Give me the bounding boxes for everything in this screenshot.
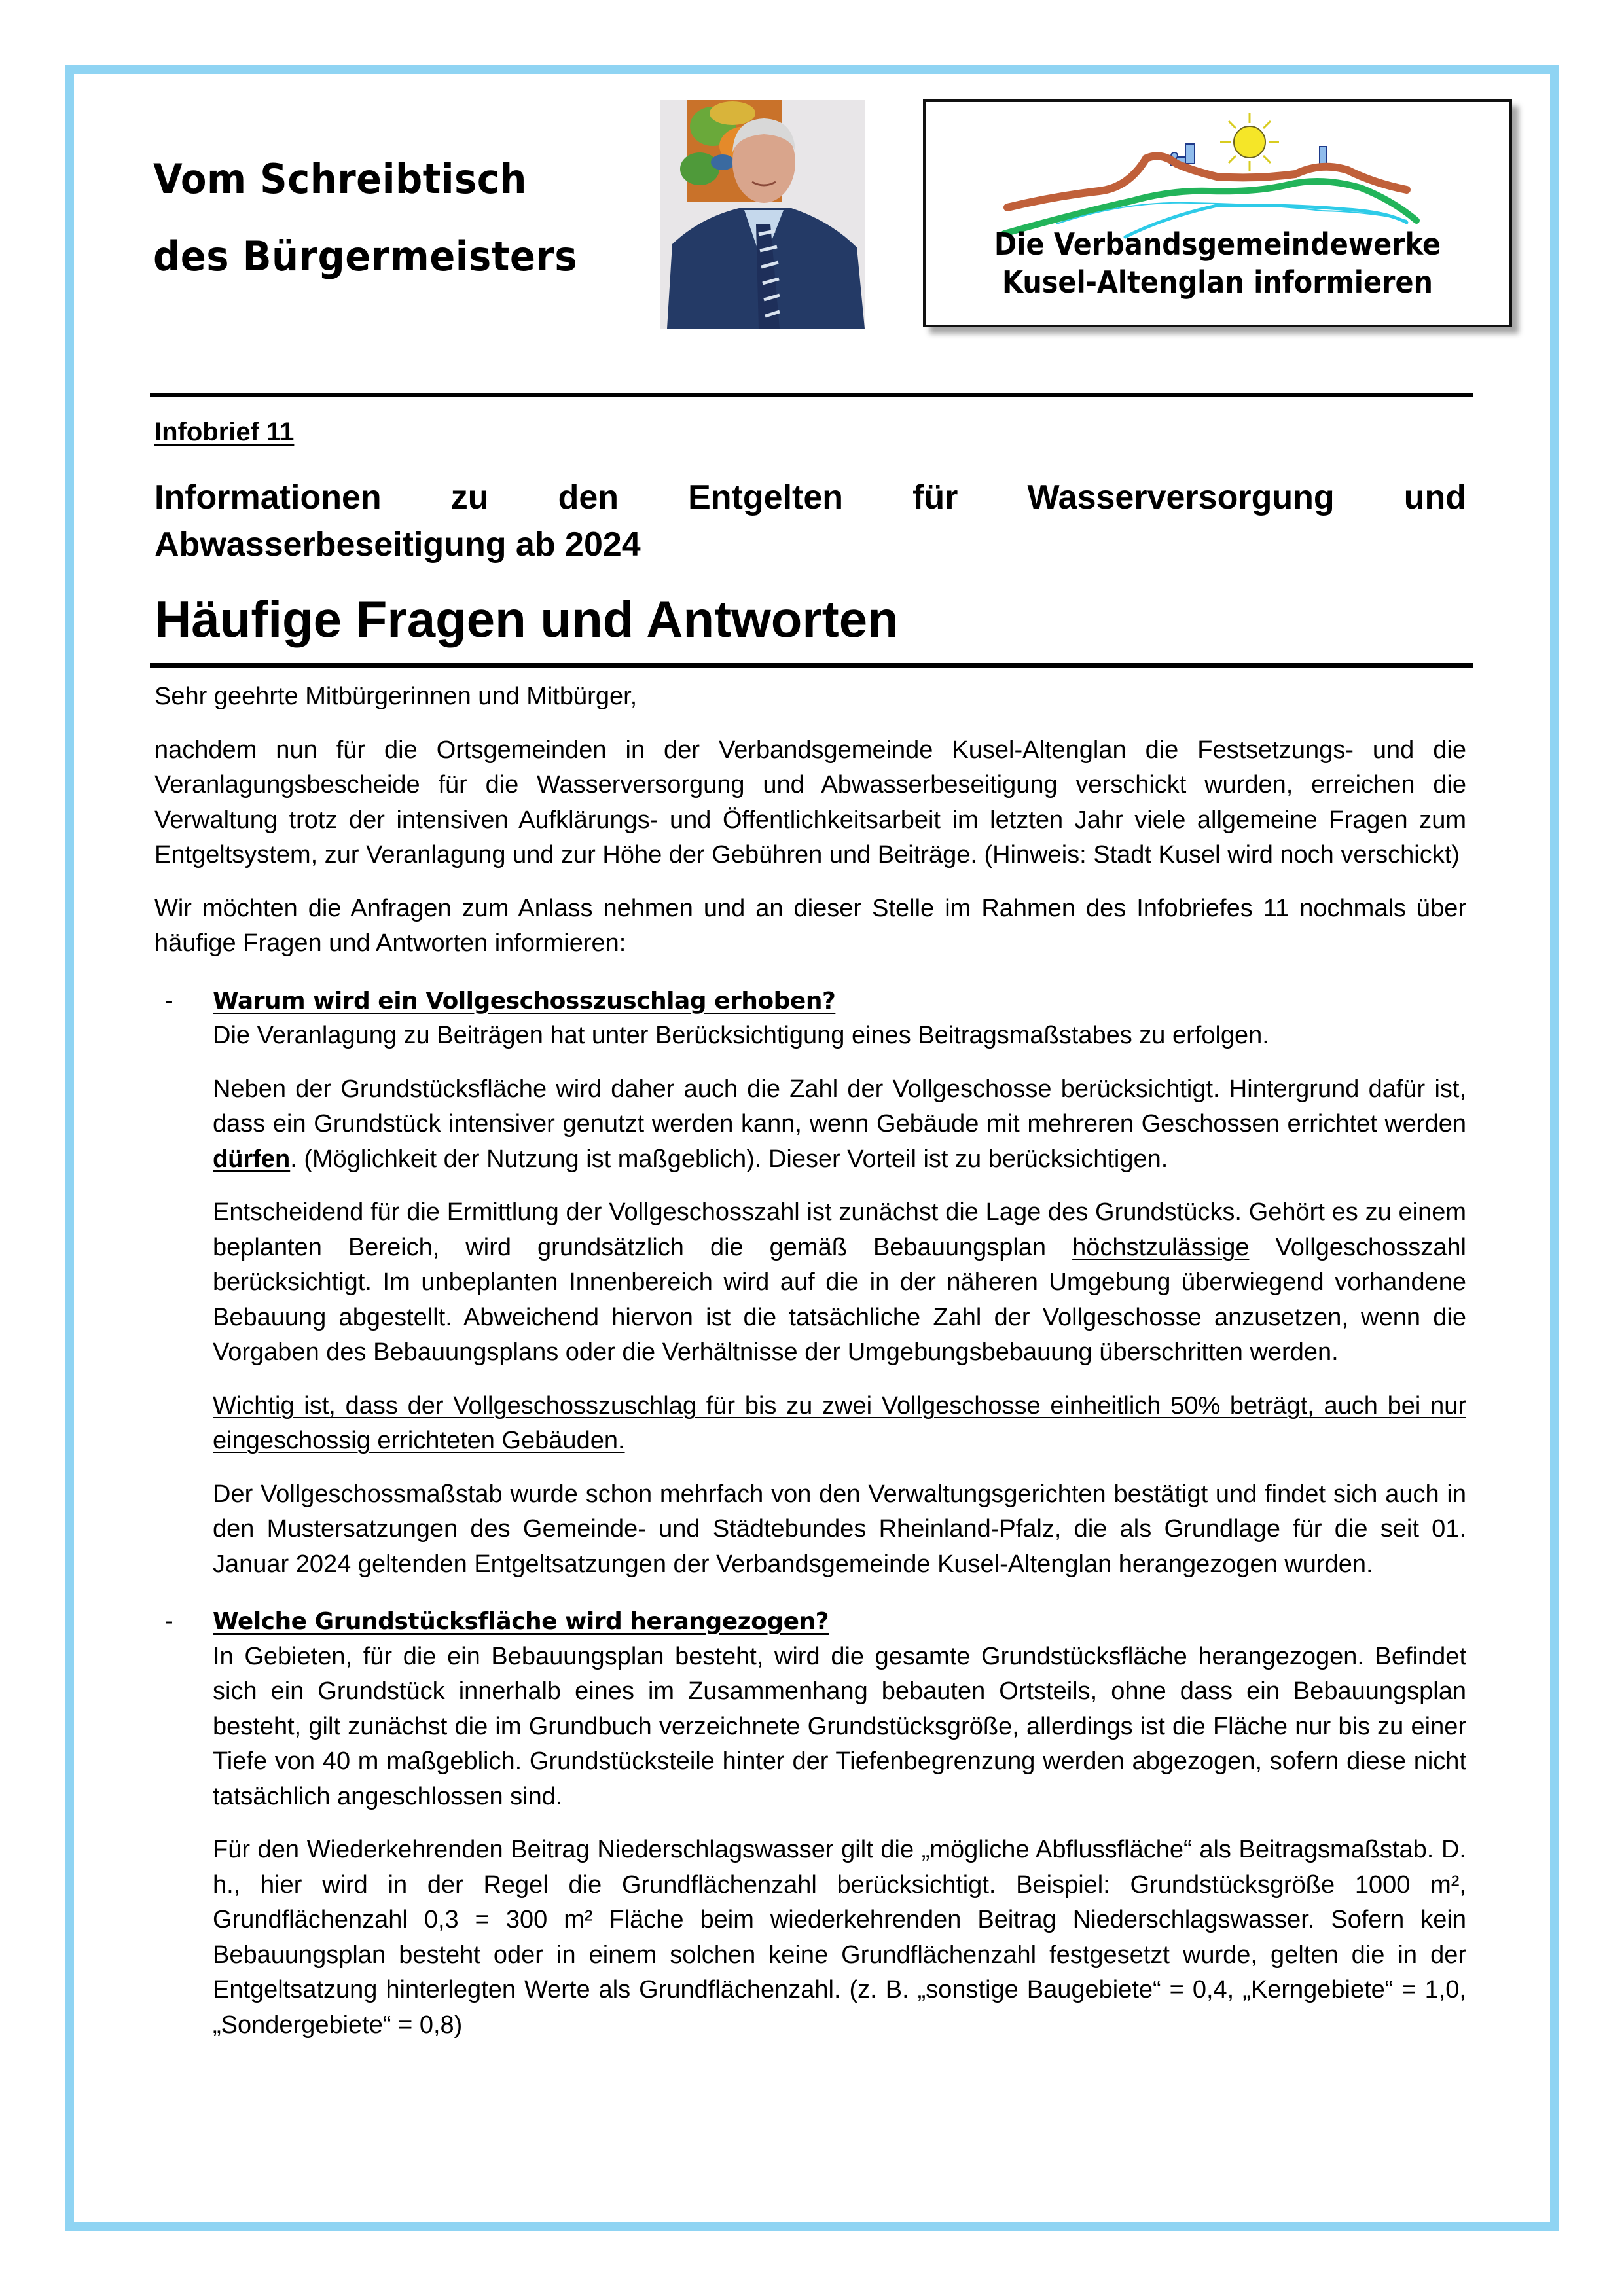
mayor-photo: [660, 100, 865, 329]
logo-text: [955, 225, 1481, 301]
masthead-title-line2: des Bürgermeisters: [153, 232, 578, 280]
document-body: [154, 412, 1466, 2043]
masthead-title-line1: Vom Schreibtisch: [153, 155, 527, 203]
list-dash: -: [165, 1607, 173, 1635]
faq-question: Warum wird ein Vollgeschosszuschlag erhoben?: [213, 987, 836, 1014]
page-title: Häufige Fragen und Antworten: [154, 590, 899, 648]
infobrief-label: Infobrief 11: [154, 418, 295, 446]
mayor-photo-illustration: [660, 100, 865, 329]
logo-text-line2: Kusel-Altenglan informieren: [1001, 264, 1434, 300]
sun-icon: [1220, 113, 1279, 171]
faq-answer-paragraph: Der Vollgeschossmaßstab wurde schon mehrfach von den Verwaltungsgerichten bestätigt und findet sich auch in den Mustersatzungen des Gemeinde- und Städtebundes Rheinland-Pfalz, die als Grundlage für die seit 01. Januar 2024 geltenden Entgeltsatzungen der Verbandsgemeinde Kusel-Altenglan herangezogen wurden.: [213, 1480, 1466, 1578]
landscape-sun-icon: [994, 106, 1446, 243]
faq-item: [154, 1604, 1466, 2043]
faq-answer-paragraph: Für den Wiederkehrenden Beitrag Niederschlagswasser gilt die „mögliche Abflussfläche“ als Beitragsmaßstab. D. h., hier wird in der Regel die Grundflächenzahl berücksichtigt. Beispiel: Grundstücksgröße 1000 m², Grundflächenzahl 0,3 = 300 m² Fläche beim wiederkehrenden Beitrag Niederschlagswasser. Sofern kein Bebauungsplan besteht oder in einem solchen keine Grundflächenzahl festgesetzt wurde, gelten die in der Entgeltsatzung hinterlegten Werte als Grundflächenzahl. (z. B. „sonstige Baugebiete“ = 0,4, „Kerngebiete“ = 1,0, „Sondergebiete“ = 0,8): [213, 1836, 1466, 2039]
subject-heading: Informationen zu den Entgelten für Wasserversorgung und Abwasserbeseitigung ab 2024: [154, 478, 1466, 564]
faq-answer-lead: In Gebieten, für die ein Bebauungsplan besteht, wird die gesamte Grundstücksfläche herangezogen. Befindet sich ein Grundstück innerhalb eines im Zusammenhang bebauten Ortsteils, ohne dass ein Bebauungsplan besteht, gilt zunächst die im Grundbuch verzeichnete Grundstücksgröße, allerdings ist die Fläche nur bis zu einer Tiefe von 40 m maßgeblich. Grundstücksteile hinter der Tiefenbegrenzung werden abgezogen, sofern diese nicht tatsächlich angeschlossen sind.: [213, 1642, 1466, 1810]
intro-paragraph-2: Wir möchten die Anfragen zum Anlass nehmen und an dieser Stelle im Rahmen des Infobriefes 11 nochmals über häufige Fragen und Antworten informieren:: [154, 894, 1466, 957]
text-run: Entscheidend für die Ermittlung der Vollgeschosszahl ist zunächst die Lage des Grundstücks. Gehört es zu einem beplanten Bereich, wird grundsätzlich die gemäß Bebauungsplan: [213, 1198, 1466, 1261]
werke-logo: [923, 99, 1512, 327]
text-run: . (Möglichkeit der Nutzung ist maßgeblich). Dieser Vorteil ist zu berücksichtigen.: [290, 1145, 1168, 1173]
logo-text-line1: Die Verbandsgemeindewerke: [994, 226, 1441, 262]
top-rule: [150, 393, 1473, 397]
faq-item: [154, 984, 1466, 1583]
text-run: Vollgeschosszahl berücksichtigt. Im unbeplanten Innenbereich wird auf die in der näheren Umgebung überwiegend vorhandene Bebauung abgestellt. Abweichend hiervon ist die tatsächliche Zahl der Vollgeschosse anzusetzen, wenn die Vorgaben des Bebauungsplans oder die Verhältnisse der Umgebungsbebauung überschritten werden.: [213, 1233, 1466, 1366]
text-run: Neben der Grundstücksfläche wird daher auch die Zahl der Vollgeschosse berücksichtigt. Hintergrund dafür ist, dass ein Grundstück intensiver genutzt werden kann, wenn Gebäude mit mehreren Geschossen errichtet werden: [213, 1075, 1466, 1138]
emphasis-text: höchstzulässige: [1072, 1233, 1250, 1261]
faq-answer-paragraph: [213, 1195, 1466, 1371]
faq-answer-lead: Die Veranlagung zu Beiträgen hat unter Berücksichtigung eines Beitragsmaßstabes zu erfolgen.: [213, 1022, 1269, 1049]
emphasis-text: dürfen: [213, 1145, 291, 1173]
salutation: Sehr geehrte Mitbürgerinnen und Mitbürger,: [154, 683, 638, 710]
intro-paragraph-1: nachdem nun für die Ortsgemeinden in der Verbandsgemeinde Kusel-Altenglan die Festsetzungs- und die Veranlagungsbescheide für die Wasserversorgung und Abwasserbeseitigung verschickt wurden, erreichen die Verwaltung trotz der intensiven Aufklärungs- und Öffentlichkeitsarbeit im letzten Jahr viele allgemeine Fragen zum Entgeltsystem, zur Veranlagung und zur Höhe der Gebühren und Beiträge. (Hinweis: Stadt Kusel wird noch verschickt): [154, 736, 1466, 869]
faq-answer-paragraph: [213, 1072, 1466, 1177]
masthead-title: [153, 141, 604, 295]
faq-important-note: Wichtig ist, dass der Vollgeschosszuschlag für bis zu zwei Vollgeschosse einheitlich 50% beträgt, auch bei nur eingeschossig errichteten Gebäuden.: [213, 1391, 1466, 1454]
list-dash: -: [165, 986, 173, 1014]
faq-question: Welche Grundstücksfläche wird herangezogen?: [213, 1608, 829, 1635]
